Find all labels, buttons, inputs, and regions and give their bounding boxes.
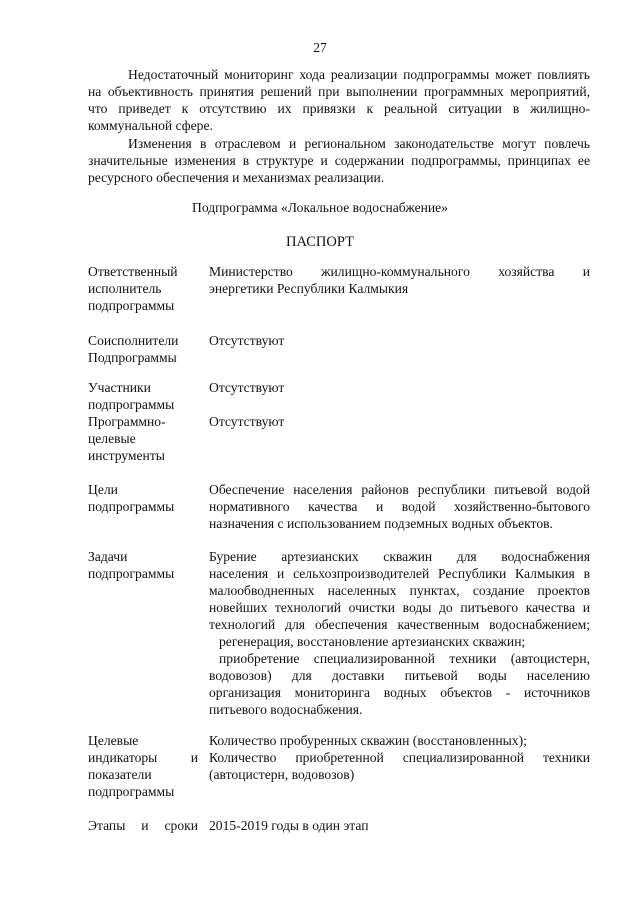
value-tasks: Бурение артезианских скважин для водоснабжения населения и сельхозпроизводителей Республики Калмыкия в малообводненных населенных пунктах, создание проектов новейших технологий очистки воды до питьевого качества и технологий для обеспечения качественным водоснабжением; регенерация, восстановление артезианских скважин; приобретение специализированной техники (автоцистерн, водовозов) для доставки питьевой воды населению организация мониторинга водных объектов - источников питьевого водоснабжения. xyxy=(209,549,590,717)
label-coexecutors: Соисполнители Подпрограммы xyxy=(88,333,179,365)
label-stages: Этапы и сроки xyxy=(88,818,198,833)
label-goals: Цели подпрограммы xyxy=(88,482,175,514)
label-instruments: Программно- целевые инструменты xyxy=(88,414,166,463)
label-indicators: Целевые индикаторы и показатели подпрограммы xyxy=(88,733,198,799)
label-participants: Участники подпрограммы xyxy=(88,380,175,412)
value-participants: Отсутствуют xyxy=(209,380,285,395)
label-executor: Ответственный исполнитель подпрограммы xyxy=(88,264,178,313)
paragraph-monitoring: Недостаточный мониторинг хода реализации подпрограммы может повлиять на объективность принятия решений при выполнении программных мероприятий, что приведет к отсутствию их привязки к реальной ситуации в жилищно-коммунальной сфере. xyxy=(88,67,590,133)
value-instruments: Отсутствуют xyxy=(209,414,285,429)
label-tasks: Задачи подпрограммы xyxy=(88,549,175,581)
value-stages: 2015-2019 годы в один этап xyxy=(209,818,369,833)
subprogram-title: Подпрограмма «Локальное водоснабжение» xyxy=(192,200,448,215)
value-executor: Министерство жилищно-коммунального хозяйства и энергетики Республики Калмыкия xyxy=(209,264,590,296)
value-goals: Обеспечение населения районов республики питьевой водой нормативного качества и водой хозяйственно-бытового назначения с использованием подземных водных объектов. xyxy=(209,482,590,531)
passport-title: ПАСПОРТ xyxy=(286,234,354,250)
page-number: 27 xyxy=(313,40,327,55)
value-coexecutors: Отсутствуют xyxy=(209,333,285,348)
paragraph-legislation: Изменения в отраслевом и региональном законодательстве могут повлечь значительные изменения в структуре и содержании подпрограммы, принципах ее ресурсного обеспечения и механизмах реализации. xyxy=(88,136,590,185)
value-indicators: Количество пробуренных скважин (восстановленных); Количество приобретенной специализированной техники (автоцистерн, водовозов) xyxy=(209,733,590,782)
